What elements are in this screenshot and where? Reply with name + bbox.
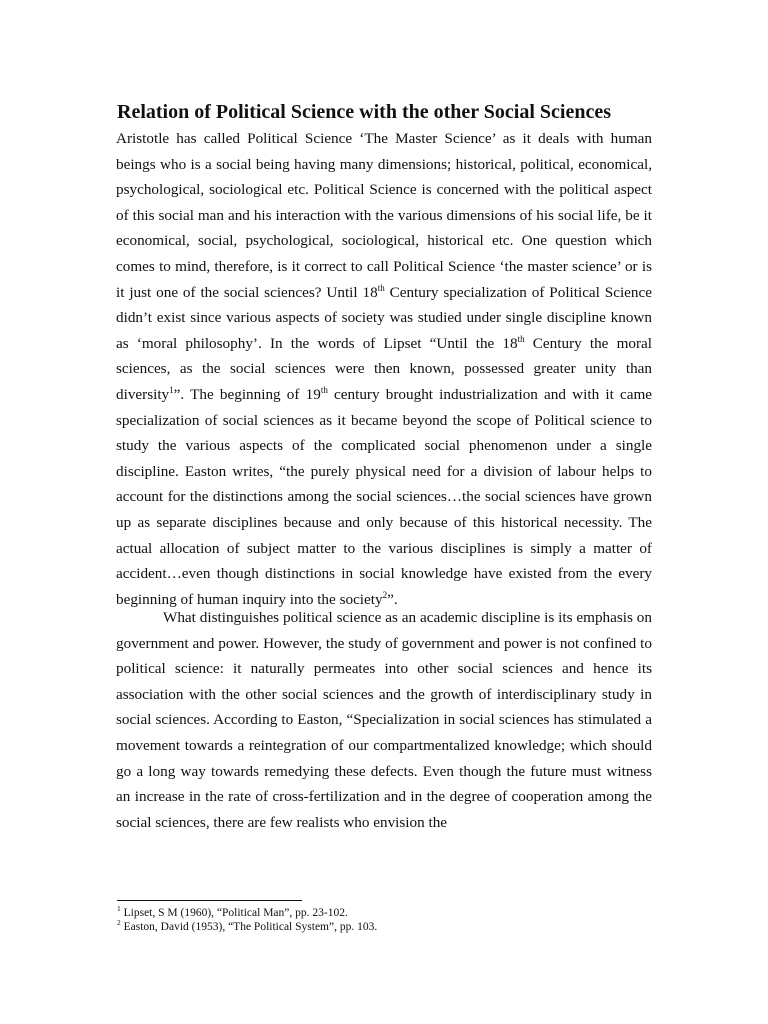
paragraph-1-text-d: ”. The beginning of 19	[173, 385, 321, 403]
superscript-th: th	[517, 333, 525, 344]
footnote-divider	[117, 900, 302, 901]
footnote-2-text: Easton, David (1953), “The Political System”, pp. 103.	[120, 921, 378, 933]
paragraph-1-text-b: Century specialization of Political Science didn’t exist since various aspects of society was studied under single discipline known as ‘moral philosophy’. In the words of Lipset “Until the 18	[116, 283, 652, 352]
footnote-2	[117, 920, 657, 934]
footnotes	[117, 906, 657, 934]
paragraph-1	[116, 126, 652, 612]
footnote-ref-1: 1	[169, 384, 174, 395]
footnote-2-number: 2	[117, 918, 121, 928]
footnote-ref-2: 2	[382, 589, 388, 600]
superscript-th: th	[320, 384, 328, 395]
superscript-th: th	[377, 282, 385, 293]
paragraph-1-text-e: century brought industrialization and with it came specialization of social sciences as it became beyond the scope of Political science to study the various aspects of the complicated social phenomenon under a single discipline. Easton writes, “the purely physical need for a division of labour helps to account for the distinctions among the social sciences…the social sciences have grown up as separate disciplines because and only because of this historical necessity. The actual allocation of subject matter to the various disciplines is simply a matter of accident…even though distinctions in social knowledge have existed from the every beginning of human inquiry into the society	[116, 385, 652, 608]
footnote-1	[117, 906, 657, 920]
paragraph-1-text-a: Aristotle has called Political Science ‘The Master Science’ as it deals with human beings who is a social being having many dimensions; historical, political, economical, psychological, sociological etc. Political Science is concerned with the political aspect of this social man and his interaction with the various dimensions of his social life, be it economical, social, psychological, sociological, historical etc. One question which comes to mind, therefore, is it correct to call Political Science ‘the master science’ or is it just one of the social sciences? Until 18	[116, 130, 652, 301]
paragraph-1-text-f: ”.	[387, 590, 398, 608]
paragraph-2: What distinguishes political science as an academic discipline is its emphasis on government and power. However, the study of government and power is not confined to political science: it naturally permeates into other social sciences and hence its association with the other social sciences and the growth of interdisciplinary study in social sciences. According to Easton, “Specialization in social sciences has stimulated a movement towards a reintegration of our compartmentalized knowledge; which should go a long way towards remedying these defects. Even though the future must witness an increase in the rate of cross-fertilization and in the degree of cooperation among the social sciences, there are few realists who envision the	[116, 609, 652, 831]
footnote-1-number: 1	[117, 904, 121, 914]
footnote-1-text: Lipset, S M (1960), “Political Man”, pp. 23-102.	[120, 907, 348, 919]
page-title: Relation of Political Science with the other Social Sciences	[117, 101, 611, 123]
paragraph-1-text-c: Century the moral sciences, as the social sciences were then known, possessed greater unity than diversity	[116, 334, 652, 403]
